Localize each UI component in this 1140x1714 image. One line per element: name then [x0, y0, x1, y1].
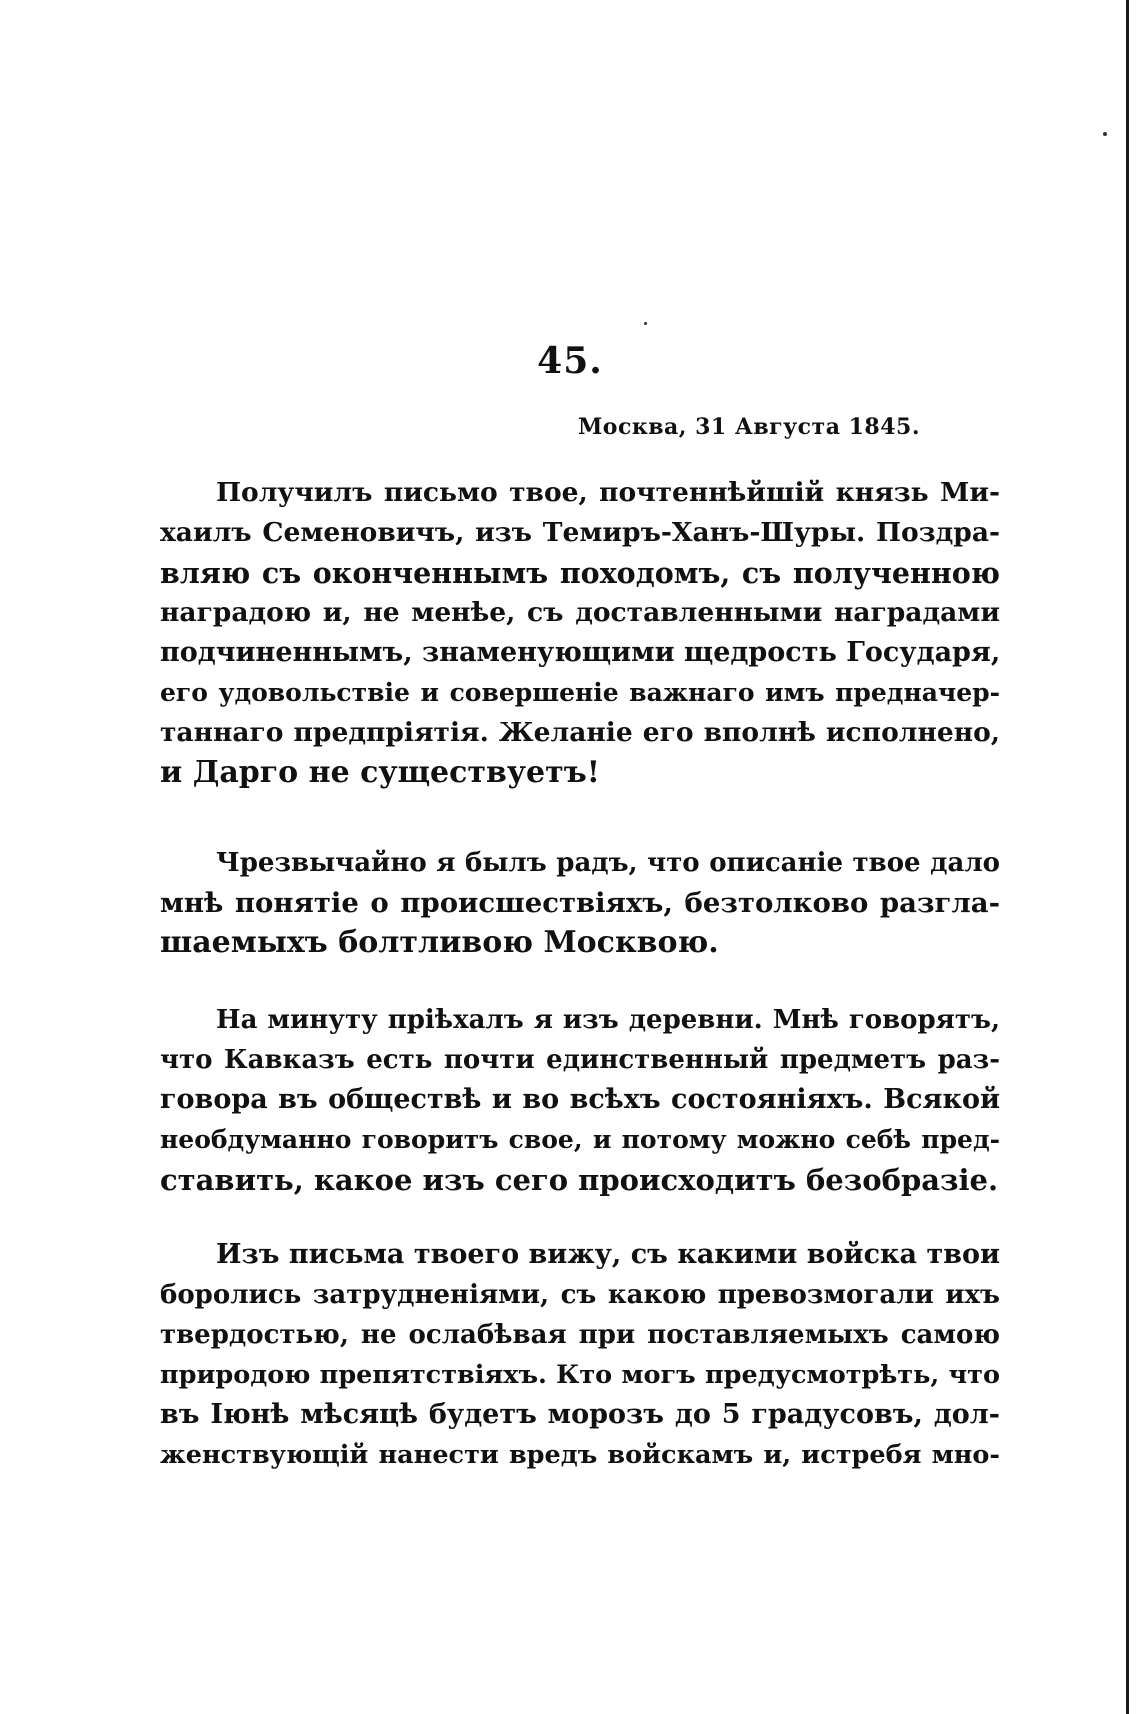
text-line: боролись затрудненіями, съ какою превозмогали ихъ: [160, 1280, 1000, 1310]
letter-dateline: Москва, 31 Августа 1845.: [577, 414, 920, 440]
text-line: и Дарго не существуетъ!: [160, 755, 600, 790]
text-line: Изъ письма твоего вижу, съ какими войска твои: [216, 1239, 1000, 1270]
text-line: природою препятствіяхъ. Кто могъ предусмотрѣть, что: [160, 1360, 1000, 1390]
text-line: въ Іюнѣ мѣсяцѣ будетъ морозъ до 5 градусовъ, дол-: [160, 1399, 1000, 1430]
text-line: шаемыхъ болтливою Москвою.: [160, 925, 719, 960]
print-speck: [644, 322, 647, 325]
text-line: говора въ обществѣ и во всѣхъ состояніяхъ. Всякой: [160, 1084, 1000, 1115]
text-line: вляю съ оконченнымъ походомъ, съ полученною: [160, 556, 1000, 590]
text-line: Получилъ письмо твое, почтеннѣйшій князь Ми-: [216, 477, 1000, 508]
text-line: мнѣ понятіе о происшествіяхъ, безтолково разгла-: [160, 887, 1000, 919]
text-line: наградою и, не менѣе, съ доставленными наградами: [160, 597, 1000, 628]
text-line: таннаго предпріятія. Желаніе его вполнѣ исполнено,: [160, 717, 1000, 748]
text-line: Чрезвычайно я былъ радъ, что описаніе твое дало: [216, 848, 1000, 878]
paragraph-2: [160, 843, 1000, 963]
letter-number: 45.: [537, 340, 603, 382]
text-line: твердостью, не ослабѣвая при поставляемыхъ самою: [160, 1320, 1000, 1350]
text-line: хаилъ Семеновичъ, изъ Темиръ-Ханъ-Шуры. Поздра-: [160, 517, 1000, 548]
text-line: что Кавказъ есть почти единственный предметъ раз-: [160, 1045, 1000, 1075]
text-line: На минуту пріѣхалъ я изъ деревни. Мнѣ говорятъ,: [216, 1005, 1000, 1035]
text-line: необдуманно говоритъ свое, и потому можно себѣ пред-: [160, 1125, 1000, 1154]
paragraph-1: [160, 473, 1000, 793]
text-line: его удовольствіе и совершеніе важнаго имъ предначер-: [160, 678, 1000, 707]
print-speck: [1103, 132, 1107, 136]
page-edge-rule: [1126, 0, 1129, 1714]
paragraph-4: [160, 1235, 1000, 1475]
paragraph-3: [160, 1000, 1000, 1200]
text-line: женствующій нанести вредъ войскамъ и, истребя мно-: [160, 1440, 1000, 1470]
text-line: подчиненнымъ, знаменующими щедрость Государя,: [160, 637, 1001, 668]
text-line: ставить, какое изъ сего происходитъ безобразіе.: [160, 1163, 999, 1197]
